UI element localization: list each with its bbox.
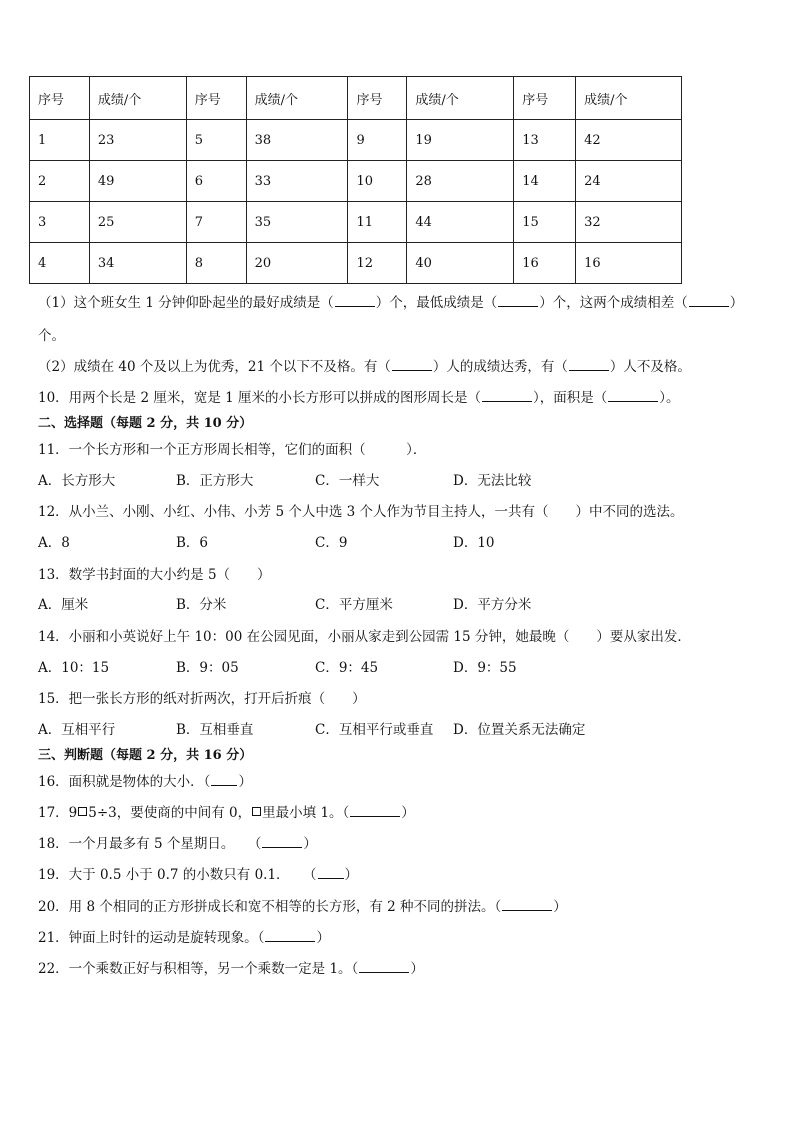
table-cell: 6 (186, 161, 246, 202)
table-cell: 20 (246, 243, 348, 284)
table-cell: 2 (30, 161, 90, 202)
table-cell: 1 (30, 120, 90, 161)
option-b[interactable]: B．正方形大 (176, 473, 254, 489)
question-text: ） (729, 295, 744, 311)
question-text: ）人的成绩达秀，有（ (432, 359, 568, 375)
table-cell: 16 (514, 243, 576, 284)
question-15: 15．把一张长方形的纸对折两次，打开后折痕（ ） (38, 691, 366, 707)
header-cell: 序号 (514, 77, 576, 120)
header-cell: 成绩/个 (407, 77, 514, 120)
table-cell: 24 (576, 161, 682, 202)
option-d[interactable]: D．10 (453, 535, 495, 551)
question-text: 17．9 (38, 805, 78, 821)
table-header-row (30, 77, 682, 120)
header-cell: 成绩/个 (246, 77, 348, 120)
table-cell: 44 (407, 202, 514, 243)
question-10 (38, 389, 680, 407)
table-cell: 49 (89, 161, 186, 202)
option-c[interactable]: C．互相平行或垂直 (315, 722, 434, 738)
box-placeholder-icon (252, 807, 261, 816)
question-text: ），面积是（ (533, 390, 608, 406)
scores-table (29, 76, 682, 284)
answer-blank[interactable] (359, 960, 409, 973)
question-text: ）。 (659, 390, 680, 406)
answer-blank[interactable] (350, 804, 400, 817)
table-cell: 11 (348, 202, 407, 243)
question-text: ） (410, 961, 424, 977)
table-cell: 42 (576, 120, 682, 161)
option-b[interactable]: B．9：05 (176, 660, 239, 676)
question-text: ） (344, 867, 359, 883)
question-text: ） (553, 899, 567, 915)
answer-blank[interactable] (689, 294, 729, 307)
option-c[interactable]: C．一样大 (315, 473, 380, 489)
option-d[interactable]: D．平方分米 (453, 597, 532, 613)
answer-blank[interactable] (318, 866, 344, 879)
question-14: 14．小丽和小英说好上午 10：00 在公园见面，小丽从家走到公园需 15 分钟，她最晚（ ）要从家出发． (38, 629, 691, 645)
table-cell: 10 (348, 161, 407, 202)
question-22 (38, 960, 424, 978)
table-cell: 12 (348, 243, 407, 284)
option-a[interactable]: A．8 (38, 535, 70, 551)
question-text: ） (401, 805, 415, 821)
table-cell: 14 (514, 161, 576, 202)
table-cell: 16 (576, 243, 682, 284)
question-text: 里最小填 1。（ (262, 805, 350, 821)
option-d[interactable]: D．位置关系无法确定 (453, 722, 586, 738)
table-cell: 15 (514, 202, 576, 243)
table-cell: 19 (407, 120, 514, 161)
table-cell: 40 (407, 243, 514, 284)
table-cell: 9 (348, 120, 407, 161)
question-21 (38, 929, 330, 947)
table-cell: 8 (186, 243, 246, 284)
table-cell: 23 (89, 120, 186, 161)
header-cell: 成绩/个 (576, 77, 682, 120)
question-text: 22．一个乘数正好与积相等，另一个乘数一定是 1。（ (38, 961, 359, 977)
question-20 (38, 898, 567, 916)
answer-blank[interactable] (265, 929, 315, 942)
question-text: ） (316, 930, 330, 946)
question-text: ）人不及格。 (609, 359, 691, 375)
question-text: 10．用两个长是 2 厘米，宽是 1 厘米的小长方形可以拼成的图形周长是（ (38, 390, 482, 406)
table-cell: 28 (407, 161, 514, 202)
answer-blank[interactable] (569, 358, 609, 371)
question-17 (38, 804, 415, 822)
question-16 (38, 773, 252, 791)
question-text: 20．用 8 个相同的正方形拼成长和宽不相等的长方形，有 2 种不同的拼法。（ (38, 899, 502, 915)
table-cell: 4 (30, 243, 90, 284)
question-text: 5÷3，要使商的中间有 0， (88, 805, 252, 821)
table-cell: 33 (246, 161, 348, 202)
option-a[interactable]: A．厘米 (38, 597, 89, 613)
table-row (30, 243, 682, 284)
answer-blank[interactable] (262, 835, 302, 848)
header-cell: 序号 (348, 77, 407, 120)
question-18 (38, 835, 317, 853)
question-text: ） (238, 774, 252, 790)
question-text: ） (303, 836, 317, 852)
option-b[interactable]: B．互相垂直 (176, 722, 254, 738)
table-cell: 5 (186, 120, 246, 161)
section-heading-choice: 二、选择题（每题 2 分，共 10 分） (38, 416, 253, 431)
option-c[interactable]: C．9 (315, 535, 348, 551)
table-cell: 34 (89, 243, 186, 284)
answer-blank[interactable] (211, 773, 237, 786)
option-c[interactable]: C．9：45 (315, 660, 379, 676)
question-text: 19．大于 0.5 小于 0.7 的小数只有 0.1． （ (38, 867, 317, 883)
section-heading-judgement: 三、判断题（每题 2 分，共 16 分） (38, 748, 253, 763)
question-text: 16．面积就是物体的大小．（ (38, 774, 211, 790)
question-9-1-continued: 个。 (38, 328, 65, 344)
table-row (30, 202, 682, 243)
question-9-2 (38, 358, 691, 376)
question-text: （1）这个班女生 1 分钟仰卧起坐的最好成绩是（ (38, 295, 334, 311)
question-13: 13．数学书封面的大小约是 5（ ） (38, 567, 271, 583)
table-row (30, 120, 682, 161)
box-placeholder-icon (78, 807, 87, 816)
question-19 (38, 866, 358, 884)
answer-blank[interactable] (482, 389, 532, 402)
table-cell: 38 (246, 120, 348, 161)
answer-blank[interactable] (502, 898, 552, 911)
table-cell: 35 (246, 202, 348, 243)
option-d[interactable]: D．无法比较 (453, 473, 532, 489)
question-12: 12．从小兰、小刚、小红、小伟、小芳 5 个人中选 3 个人作为节目主持人，一共有（ ）中不同的选法。 (38, 504, 684, 520)
option-b[interactable]: B．6 (176, 535, 209, 551)
header-cell: 序号 (186, 77, 246, 120)
table-cell: 13 (514, 120, 576, 161)
question-text: 21．钟面上时针的运动是旋转现象。（ (38, 930, 265, 946)
option-a[interactable]: A．10：15 (38, 660, 110, 676)
table-cell: 25 (89, 202, 186, 243)
answer-blank[interactable] (498, 294, 538, 307)
option-c[interactable]: C．平方厘米 (315, 597, 393, 613)
table-cell: 3 (30, 202, 90, 243)
answer-blank[interactable] (608, 389, 658, 402)
option-d[interactable]: D．9：55 (453, 660, 517, 676)
question-text: ）个，最低成绩是（ (375, 295, 498, 311)
question-text: （2）成绩在 40 个及以上为优秀，21 个以下不及格。有（ (38, 359, 391, 375)
header-cell: 序号 (30, 77, 90, 120)
question-text: ）个，这两个成绩相差（ (539, 295, 688, 311)
answer-blank[interactable] (392, 358, 432, 371)
question-text: 18．一个月最多有 5 个星期日。 （ (38, 836, 262, 852)
table-row (30, 161, 682, 202)
option-a[interactable]: A．长方形大 (38, 473, 116, 489)
header-cell: 成绩/个 (89, 77, 186, 120)
question-9-1 (38, 294, 743, 312)
table-cell: 32 (576, 202, 682, 243)
answer-blank[interactable] (335, 294, 375, 307)
table-cell: 7 (186, 202, 246, 243)
question-11: 11．一个长方形和一个正方形周长相等，它们的面积（ ）． (38, 442, 427, 458)
option-b[interactable]: B．分米 (176, 597, 227, 613)
option-a[interactable]: A．互相平行 (38, 722, 116, 738)
